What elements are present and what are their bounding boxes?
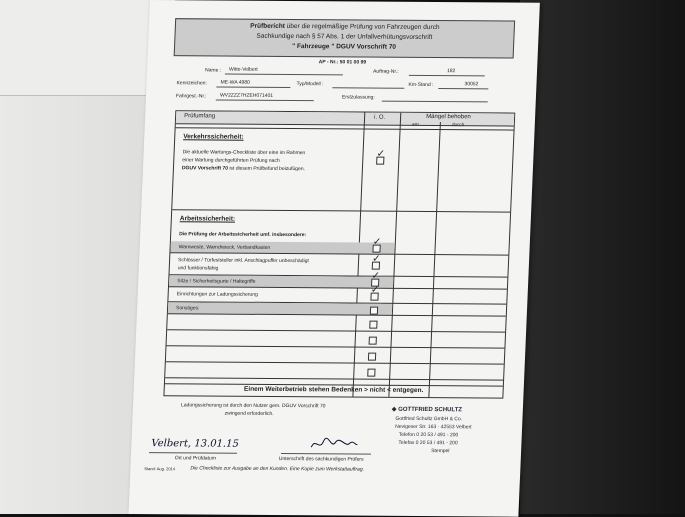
stamp-company: Gottfried Schultz GmbH & Co. [395,415,463,423]
empty-row-checkbox-1[interactable] [369,321,377,329]
col-pruefumfang-header: Prüfumfang [184,113,216,120]
background-desk-right [520,0,685,514]
row-check-mark-4: ✓ [370,284,380,296]
erstzul-label: Erstzulassung: [341,94,375,101]
fahrgest-value: WV2ZZZ7HZEH071401 [219,92,274,99]
auftrag-value: 182 [446,68,456,75]
inspector-signature [309,433,360,453]
row-label-2b: und funktionsfähig [177,265,219,272]
stamp-label: Stempel [430,448,450,455]
ap-number: AP - Nr.: 50 01 00 99 [318,59,367,66]
verkehr-text-2: einer Wartung durchgeführten Prüfung nach [182,157,280,164]
verkehr-check-mark: ✓ [376,148,386,160]
kennzeichen-value: ME-WA 4980 [220,79,250,86]
kennzeichen-label: Kennzeichen: [176,80,207,87]
verkehr-text-1: Die aktuelle Wartungs-Checkliste über eine im Rahmen [182,149,306,157]
col-io-header: i. O. [373,114,386,121]
header-line-1: Prüfbericht über die regelmäßige Prüfung von Fahrzeugen durch [250,22,440,32]
header-line-3: " Fahrzeuge " DGUV Vorschrift 70 [291,43,397,51]
row-label-1: Warnweste, Warndreieck, Verbandkasten [178,244,271,251]
background-paper-edge [0,0,158,96]
col-maengel-header: Mängel behoben [425,113,471,121]
kmstand-value: 30052 [464,81,479,88]
arbeit-intro: Die Prüfung der Arbeitssicherheit umf. insbesondere: [179,231,307,239]
stamp-fax: Telefax 0 20 53 / 491 - 200 [398,439,458,447]
row-label-5: Sonstiges: [175,305,200,312]
stamp-tel: Telefon 0 20 53 / 491 - 200 [398,431,459,439]
ort-label: Ort und Prüfdatum [174,455,217,462]
unterschrift-label: Unterschrift des sachkundigen Prüfers [278,456,364,463]
row-check-mark-1: ✓ [372,236,382,248]
report-header-box [174,18,516,58]
name-label: Name : [204,67,222,74]
stamp-street: Nevigeser Str. 163 · 42553 Velbert [394,423,472,431]
row-label-4: Einrichtungen zur Ladungssicherung [176,291,258,298]
empty-row-checkbox-4[interactable] [367,369,375,377]
arbeit-title: Arbeitssicherheit: [179,215,236,223]
verkehr-text-3: DGUV Vorschrift 70 ist diesem Prüfbefund beizufügen. [181,165,306,173]
kmstand-label: Km-Stand : [408,81,434,89]
ladung-note-1: Ladungssicherung ist durch den Nutzer gem. DGUV Vorschrift 70 [180,402,326,410]
row-check-mark-3: ✓ [371,270,381,282]
row-label-2: Schlösser / Türfeststeller inkl. Anschlagpuffer unbeschädigt [177,257,309,265]
stamp-brand: ◆ GOTTFRIED SCHULTZ [391,406,463,414]
fahrgest-label: Fahrgest.-Nr.: [175,93,207,100]
col-durch-header: durch [451,122,465,129]
company-stamp [386,406,484,451]
header-line-2: Sachkundige nach § 57 Abs. 1 der Unfallverhütungsvorschrift [256,32,433,41]
name-value: Witte-Velbert [228,66,258,73]
row-label-3: Sitze / Sicherheitsgurte / Haltegriffe [177,278,256,285]
footer-stand: Stand: Aug. 2014 [144,466,176,472]
handwritten-place-date: Velbert, 13.01.15 [151,438,240,450]
row-check-mark-2: ✓ [371,253,381,265]
empty-row-checkbox-2[interactable] [369,337,377,345]
inspection-report-sheet [128,0,539,517]
verkehr-title: Verkehrssicherheit: [183,133,244,141]
empty-row-checkbox-3[interactable] [368,353,376,361]
auftrag-label: Auftrag-Nr.: [372,68,399,75]
row-checkbox-5[interactable] [370,307,378,315]
weiterbetrieb-statement: Einem Weiterbetrieb stehen Bedenken > nicht < entgegen. [243,385,424,395]
footer-text: Die Checkliste zur Ausgabe an den Kunden. Eine Kopie zum Werkstattauftrag. [190,465,365,473]
typ-label: Typ/Modell : [296,81,324,88]
col-am-header: am [411,121,419,128]
ladung-note-2: zwingend erforderlich. [224,410,274,417]
checklist-table [163,110,515,398]
